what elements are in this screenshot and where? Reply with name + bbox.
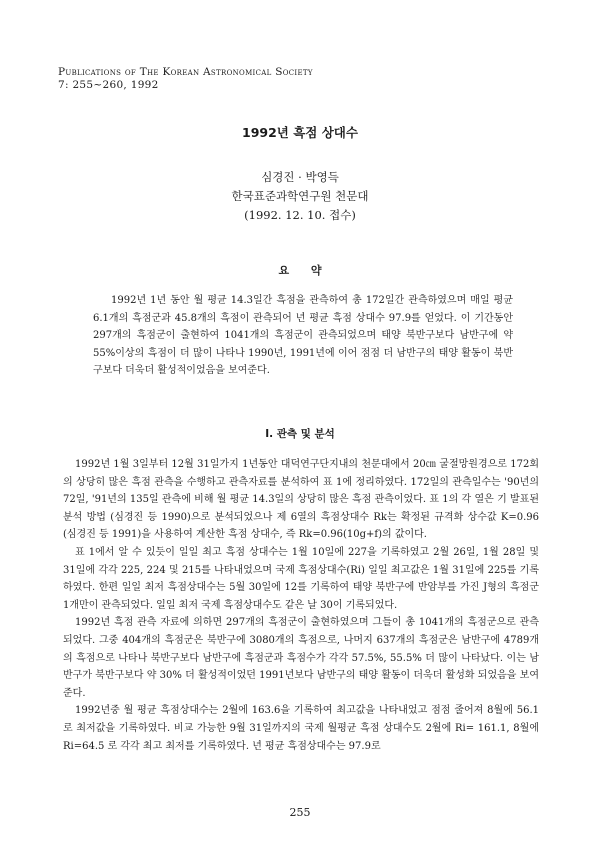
page-number: 255 [289, 806, 311, 819]
abstract-heading: 요 약 [278, 264, 322, 277]
author-affiliation: 한국표준과학연구원 천문대 [231, 189, 369, 203]
paragraph: 표 1에서 알 수 있듯이 일일 최고 흑점 상대수는 1월 10일에 227을 기록하였고 2월 26일, 1월 28일 및 31일에 각각 225, 224 및 215를 나타내었으며 국제 흑점상대수(Ri) 일일 최고값은 1월 31일에 225를 기록하였다. 한편 일일 최저 흑점상대수는 5월 30일에 12를 기록하여 태양 북반구에 반암부를 가진 J형의 흑점군 1개만이 관측되었다. 일일 최저 국제 흑점상대수도 같은 날 30이 기록되었다. [63, 546, 539, 611]
paragraph: 1992년 흑점 관측 자료에 의하면 297개의 흑점군이 출현하였으며 그들이 총 1041개의 흑점군으로 관측되었다. 그중 404개의 흑점군은 북반구에 3080개의 흑점으로, 나머지 637개의 흑점군은 남반구에 4789개의 흑점으로 나타나 북반구보다 남반구에 흑점군과 흑점수가 각각 57.5%, 55.5% 더 많이 나타났다. 이는 남반구가 북반구보다 약 30% 더 활성적이었던 1991년보다 남반구의 태양 활동이 더욱더 활성화 되었음을 보여준다. [63, 617, 539, 699]
paper-title: 1992년 흑점 상대수 [242, 125, 358, 140]
paragraph: 1992년중 월 평균 흑점상대수는 2월에 163.6을 기록하여 최고값을 나타내었고 점점 줄어져 8월에 56.1로 최저값을 기록하였다. 비교 가능한 9월 31일까지의 국제 월평균 흑점 상대수도 2월에 Ri= 161.1, 8월에 Ri=64.5 로 각각 최고 최저를 기록하였다. 년 평균 흑점상대수는 97.9로 [63, 705, 539, 752]
author-names: 심경진 · 박영득 [261, 170, 339, 184]
received-date: (1992. 12. 10. 접수) [244, 208, 356, 222]
author-block [0, 168, 600, 225]
journal-volume: 7: 255~260, 1992 [58, 79, 159, 91]
journal-name: Publications of The Korean Astronomical Society [58, 66, 313, 78]
journal-header [58, 66, 313, 92]
section-heading: I. 관측 및 분석 [265, 428, 335, 440]
abstract-text: 1992년 1년 동안 월 평균 14.3일간 흑점을 관측하여 총 172일간 관측하였으며 매일 평균 6.1개의 흑점군과 45.8개의 흑점이 관측되어 년 평균 흑점 상대수 97.9를 얻었다. 이 기간동안 297개의 흑점군이 출현하여 1041개의 흑점군이 관측되었으며 태양 북반구보다 남반구에 약 55%이상의 흑점이 더 많이 나타나 1990년, 1991년에 이어 점점 더 남반구의 태양 활동이 북반구보다 더욱더 활성적이었음을 보여준다. [93, 295, 513, 377]
paragraph: 1992년 1월 3일부터 12월 31일가지 1년동안 대덕연구단지내의 천문대에서 20㎝ 굴절망원경으로 172회의 상당히 많은 흑점 관측을 수행하고 관측자료를 분석하여 표 1에 정리하였다. 172일의 관측일수는 '90년의 72일, '91년의 135일 관측에 비해 월 평균 14.3일의 상당히 많은 흑점 관측이었다. 표 1의 각 열은 기 발표된 분석 방법 (심경진 등 1990)으로 분석되었으나 제 6열의 흑점상대수 Rk는 확정된 규격화 상수값 K=0.96 (심경진 등 1991)을 사용하여 계산한 흑점 상대수, 즉 Rk=0.96(10g+f)의 값이다. [63, 459, 539, 541]
section-body [63, 456, 539, 755]
